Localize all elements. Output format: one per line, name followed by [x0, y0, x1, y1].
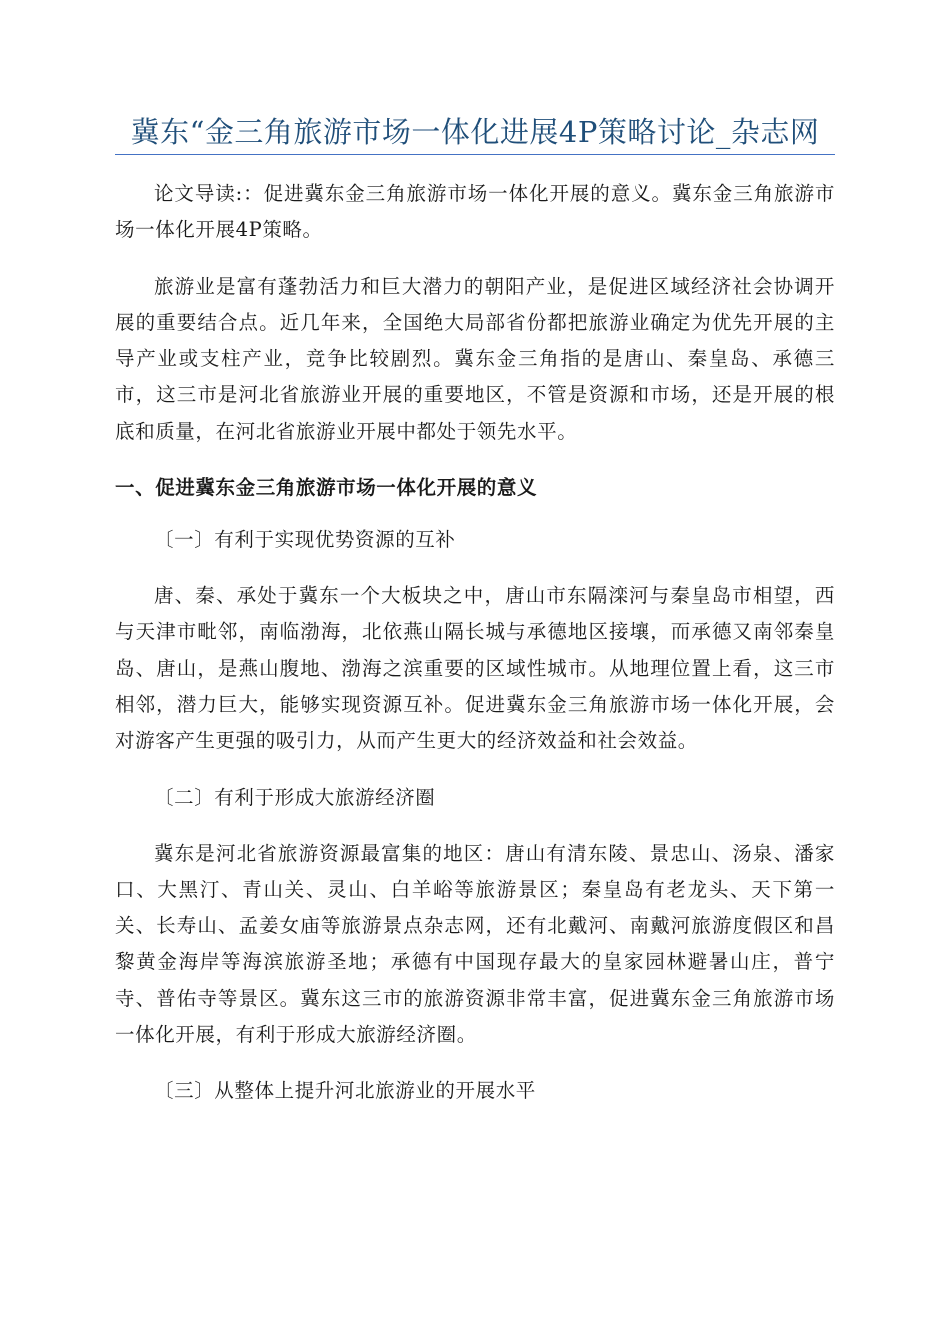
- subsection-heading-1: 〔一〕有利于实现优势资源的互补: [154, 528, 456, 552]
- section-heading-1: 一、促进冀东金三角旅游市场一体化开展的意义: [115, 476, 538, 500]
- subsection-heading-3: 〔三〕从整体上提升河北旅游业的开展水平: [154, 1079, 536, 1103]
- subsection-2-paragraph: 冀东是河北省旅游资源最富集的地区：唐山有清东陵、景忠山、汤泉、潘家口、大黑汀、青山关、灵山、白羊峪等旅游景区；秦皇岛有老龙头、天下第一关、长寿山、孟姜女庙等旅游景点杂志网，还有北戴河、南戴河旅游度假区和昌黎黄金海岸等海滨旅游圣地；承德有中国现存最大的皇家园林避暑山庄，普宁寺、普佑寺等景区。冀东这三市的旅游资源非常丰富，促进冀东金三角旅游市场一体化开展，有利于形成大旅游经济圈。: [115, 841, 835, 1047]
- subsection-1-paragraph: 唐、秦、承处于冀东一个大板块之中，唐山市东隔滦河与秦皇岛市相望，西与天津市毗邻，南临渤海，北依燕山隔长城与承德地区接壤，而承德又南邻秦皇岛、唐山，是燕山腹地、渤海之滨重要的区域性城市。从地理位置上看，这三市相邻，潜力巨大，能够实现资源互补。促进冀东金三角旅游市场一体化开展，会对游客产生更强的吸引力，从而产生更大的经济效益和社会效益。: [115, 584, 835, 753]
- intro-paragraph: 旅游业是富有蓬勃活力和巨大潜力的朝阳产业，是促进区域经济社会协调开展的重要结合点。近几年来，全国绝大局部省份都把旅游业确定为优先开展的主导产业或支柱产业，竞争比较剧烈。冀东金三角指的是唐山、秦皇岛、承德三市，这三市是河北省旅游业开展的重要地区，不管是资源和市场，还是开展的根底和质量，在河北省旅游业开展中都处于领先水平。: [115, 274, 835, 443]
- title-underline: [115, 154, 835, 155]
- subsection-heading-2: 〔二〕有利于形成大旅游经济圈: [154, 785, 436, 809]
- document-body: [115, 176, 835, 1129]
- guide-paragraph: 论文导读:：促进冀东金三角旅游市场一体化开展的意义。冀东金三角旅游市场一体化开展4P策略。: [115, 182, 835, 242]
- document-title: 冀东“金三角旅游市场一体化进展4P策略讨论_杂志网: [130, 115, 820, 149]
